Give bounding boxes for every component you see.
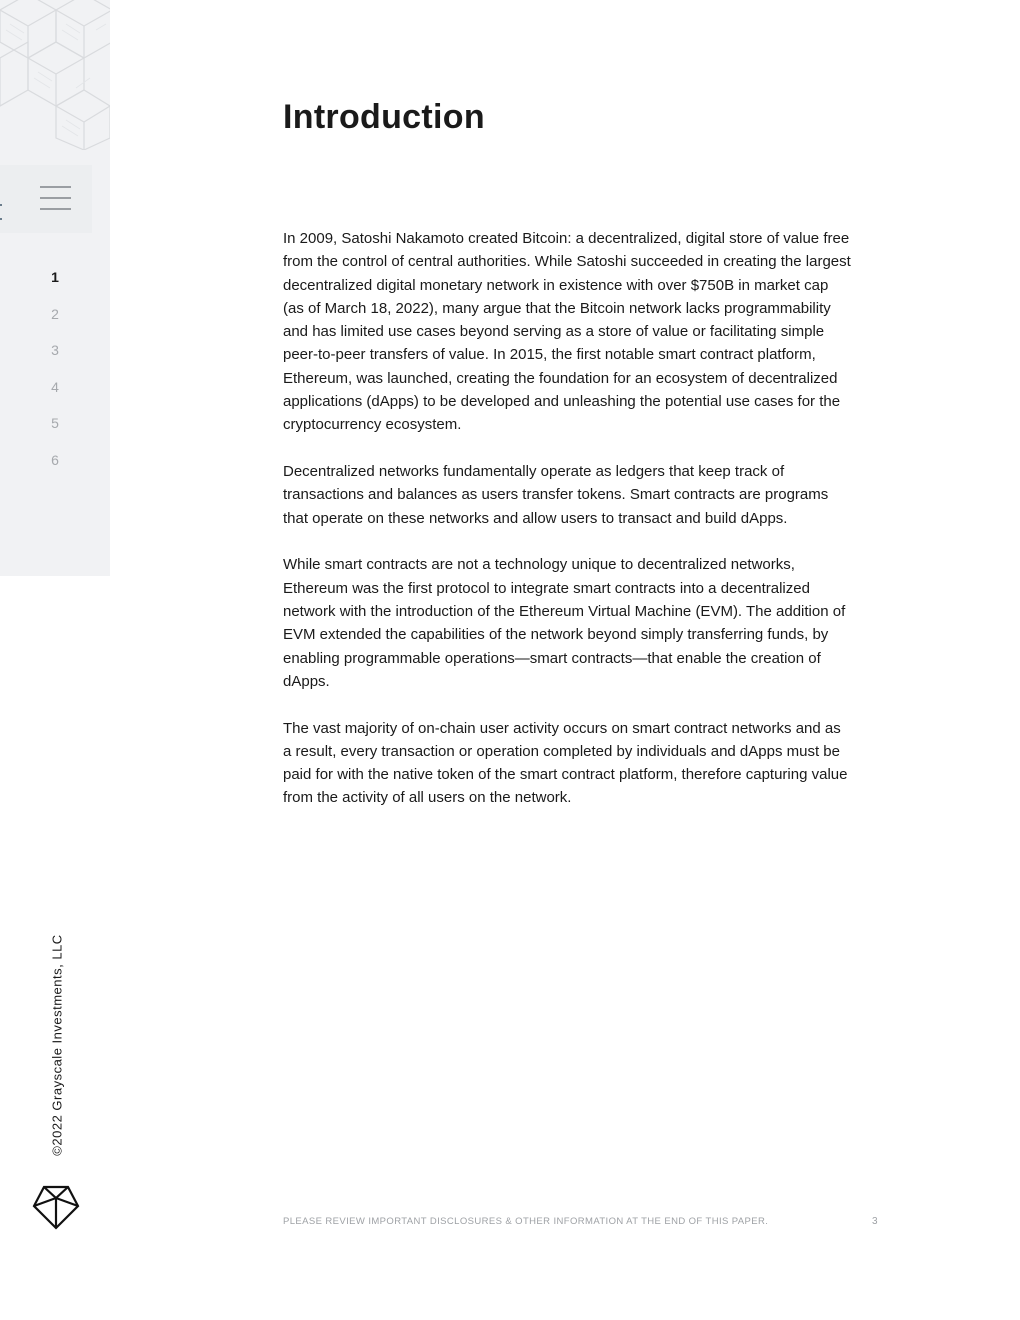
page-nav-item-2[interactable]: 2 — [51, 305, 59, 322]
disclosure-note: PLEASE REVIEW IMPORTANT DISCLOSURES & OTHER INFORMATION AT THE END OF THIS PAPER. — [283, 1216, 769, 1227]
page-number: 3 — [872, 1216, 878, 1227]
page-nav-item-6[interactable]: 6 — [51, 451, 59, 468]
grayscale-logo-icon — [32, 1184, 80, 1230]
sidebar — [0, 0, 110, 576]
edge-marker — [0, 218, 2, 220]
page-navigation — [40, 268, 70, 488]
edge-marker — [0, 204, 2, 206]
page-title: Introduction — [283, 98, 485, 136]
body-text — [283, 227, 853, 833]
paragraph: The vast majority of on-chain user activity occurs on smart contract networks and as a result, every transaction or operation completed by individuals and dApps must be paid for with the native token of the smart contract platform, therefore capturing value from the activity of all users on the network. — [283, 719, 848, 807]
hamburger-menu-icon[interactable] — [40, 186, 72, 212]
copyright-text: ©2022 Grayscale Investments, LLC — [49, 934, 65, 1156]
page-nav-item-3[interactable]: 3 — [51, 342, 59, 359]
paragraph: Decentralized networks fundamentally operate as ledgers that keep track of transactions and balances as users transfer tokens. Smart contracts are programs that operate on these networks and allow users to transact and build dApps. — [283, 463, 829, 527]
cube-pattern-decoration — [0, 0, 110, 150]
paragraph: In 2009, Satoshi Nakamoto created Bitcoin: a decentralized, digital store of value free from the control of central authorities. While Satoshi succeeded in creating the largest decentralized digital monetary network in existence with over $750B in market cap (as of March 18, 2022), many argue that the Bitcoin network lacks programmability and has limited use cases beyond serving as a store of value or facilitating simple peer-to-peer transfers of value. In 2015, the first notable smart contract platform, Ethereum, was launched, creating the foundation for an ecosystem of decentralized applications (dApps) to be developed and unleashing the potential use cases for the cryptocurrency ecosystem. — [283, 230, 851, 434]
page-nav-item-4[interactable]: 4 — [51, 378, 59, 395]
page-nav-item-5[interactable]: 5 — [51, 415, 59, 432]
paragraph: While smart contracts are not a technology unique to decentralized networks, Ethereum was the first protocol to integrate smart contracts into a decentralized network with the introduction of the Ethereum Virtual Machine (EVM). The addition of EVM extended the capabilities of the network beyond simply transferring funds, by enabling programmable operations—smart contracts—that enable the creation of dApps. — [283, 556, 846, 690]
page-nav-item-1[interactable]: 1 — [51, 269, 59, 285]
